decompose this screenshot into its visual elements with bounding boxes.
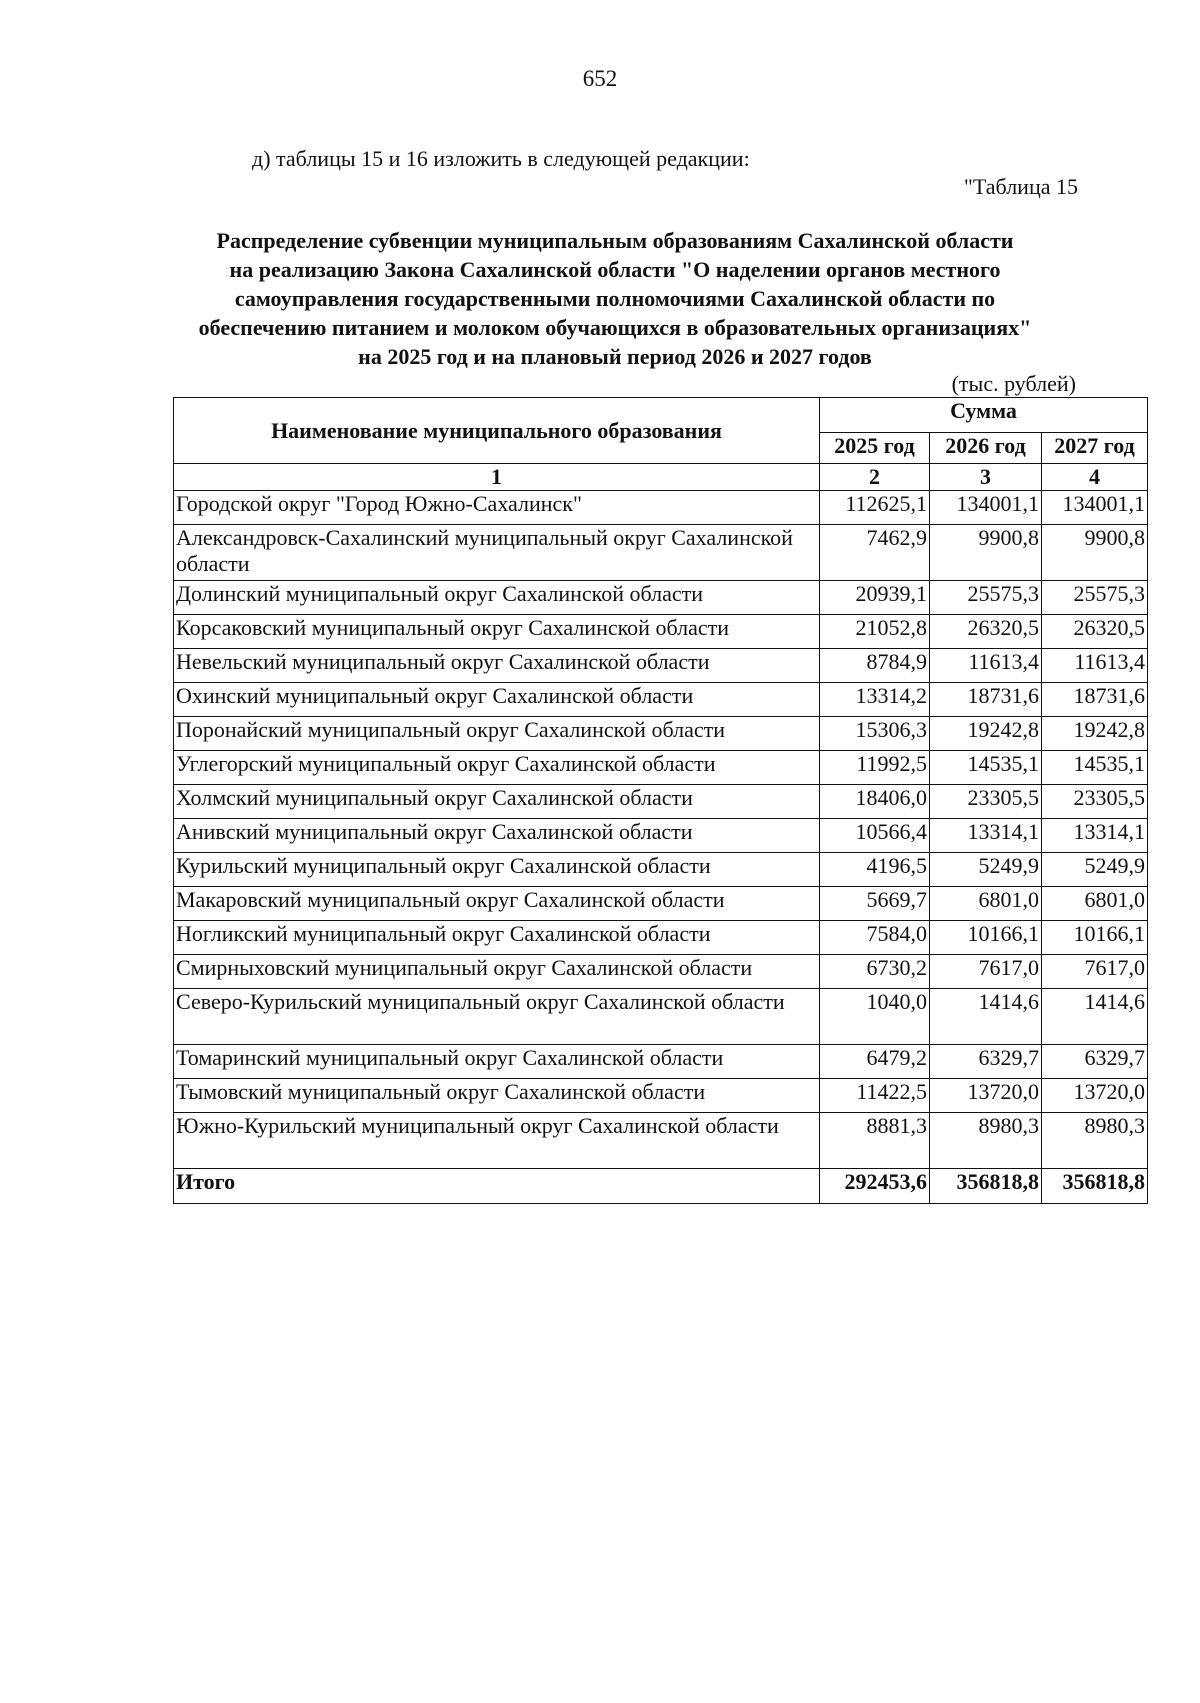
row-name: Томаринский муниципальный округ Сахалинской области <box>174 1045 820 1079</box>
row-value-2025: 8881,3 <box>820 1113 930 1169</box>
header-name: Наименование муниципального образования <box>174 398 820 464</box>
table-row <box>174 751 1148 785</box>
row-value-2026: 9900,8 <box>930 525 1042 581</box>
table-row <box>174 785 1148 819</box>
subvention-table <box>173 397 1148 1204</box>
table-row <box>174 921 1148 955</box>
total-value-2027: 356818,8 <box>1042 1169 1148 1204</box>
row-value-2026: 134001,1 <box>930 491 1042 525</box>
row-value-2025: 7462,9 <box>820 525 930 581</box>
row-name: Охинский муниципальный округ Сахалинской области <box>174 683 820 717</box>
row-name: Невельский муниципальный округ Сахалинской области <box>174 649 820 683</box>
row-value-2025: 4196,5 <box>820 853 930 887</box>
row-name: Анивский муниципальный округ Сахалинской области <box>174 819 820 853</box>
row-value-2026: 5249,9 <box>930 853 1042 887</box>
row-name: Холмский муниципальный округ Сахалинской области <box>174 785 820 819</box>
row-value-2025: 6730,2 <box>820 955 930 989</box>
intro-text: д) таблицы 15 и 16 изложить в следующей редакции: <box>252 146 750 171</box>
table-row <box>174 649 1148 683</box>
header-sum: Сумма <box>820 398 1148 433</box>
header-year-2025: 2025 год <box>820 433 930 464</box>
row-value-2026: 7617,0 <box>930 955 1042 989</box>
row-value-2027: 6801,0 <box>1042 887 1148 921</box>
row-value-2025: 7584,0 <box>820 921 930 955</box>
table-row <box>174 989 1148 1045</box>
row-value-2026: 14535,1 <box>930 751 1042 785</box>
header-index: 1 <box>174 464 820 491</box>
row-value-2025: 13314,2 <box>820 683 930 717</box>
row-value-2026: 26320,5 <box>930 615 1042 649</box>
table-row <box>174 1113 1148 1169</box>
row-value-2027: 8980,3 <box>1042 1113 1148 1169</box>
row-value-2026: 13720,0 <box>930 1079 1042 1113</box>
table-row <box>174 1045 1148 1079</box>
row-value-2026: 19242,8 <box>930 717 1042 751</box>
total-label: Итого <box>174 1169 820 1204</box>
total-value-2026: 356818,8 <box>930 1169 1042 1204</box>
row-value-2027: 13720,0 <box>1042 1079 1148 1113</box>
page-number: 652 <box>582 66 618 91</box>
row-value-2027: 23305,5 <box>1042 785 1148 819</box>
document-title <box>160 226 1070 371</box>
row-value-2027: 10166,1 <box>1042 921 1148 955</box>
row-value-2026: 10166,1 <box>930 921 1042 955</box>
row-value-2026: 18731,6 <box>930 683 1042 717</box>
row-value-2027: 13314,1 <box>1042 819 1148 853</box>
table-row <box>174 717 1148 751</box>
row-value-2025: 5669,7 <box>820 887 930 921</box>
header-index: 4 <box>1042 464 1148 491</box>
row-name: Углегорский муниципальный округ Сахалинской области <box>174 751 820 785</box>
table-row <box>174 955 1148 989</box>
row-value-2027: 25575,3 <box>1042 581 1148 615</box>
row-name: Южно-Курильский муниципальный округ Сахалинской области <box>174 1113 820 1169</box>
header-index: 3 <box>930 464 1042 491</box>
row-value-2027: 6329,7 <box>1042 1045 1148 1079</box>
header-index: 2 <box>820 464 930 491</box>
table-row <box>174 853 1148 887</box>
header-year-2027: 2027 год <box>1042 433 1148 464</box>
row-value-2027: 5249,9 <box>1042 853 1148 887</box>
table-row <box>174 491 1148 525</box>
row-value-2025: 11992,5 <box>820 751 930 785</box>
row-name: Долинский муниципальный округ Сахалинской области <box>174 581 820 615</box>
row-value-2026: 11613,4 <box>930 649 1042 683</box>
row-value-2027: 134001,1 <box>1042 491 1148 525</box>
row-value-2027: 1414,6 <box>1042 989 1148 1045</box>
row-value-2025: 1040,0 <box>820 989 930 1045</box>
row-value-2026: 23305,5 <box>930 785 1042 819</box>
row-value-2025: 11422,5 <box>820 1079 930 1113</box>
row-value-2026: 6329,7 <box>930 1045 1042 1079</box>
row-name: Поронайский муниципальный округ Сахалинской области <box>174 717 820 751</box>
row-value-2025: 15306,3 <box>820 717 930 751</box>
row-value-2025: 10566,4 <box>820 819 930 853</box>
row-value-2027: 26320,5 <box>1042 615 1148 649</box>
total-row <box>174 1169 1148 1204</box>
row-name: Ногликский муниципальный округ Сахалинской области <box>174 921 820 955</box>
table-row <box>174 887 1148 921</box>
row-value-2025: 112625,1 <box>820 491 930 525</box>
row-value-2025: 8784,9 <box>820 649 930 683</box>
row-value-2027: 14535,1 <box>1042 751 1148 785</box>
table-row <box>174 819 1148 853</box>
title-line: на 2025 год и на плановый период 2026 и 2027 годов <box>358 344 872 369</box>
table-label: "Таблица 15 <box>963 174 1078 199</box>
header-year-2026: 2026 год <box>930 433 1042 464</box>
row-name: Александровск-Сахалинский муниципальный округ Сахалинской области <box>174 525 820 581</box>
row-name: Макаровский муниципальный округ Сахалинской области <box>174 887 820 921</box>
total-value-2025: 292453,6 <box>820 1169 930 1204</box>
row-name: Смирныховский муниципальный округ Сахалинской области <box>174 955 820 989</box>
row-value-2025: 18406,0 <box>820 785 930 819</box>
row-value-2027: 11613,4 <box>1042 649 1148 683</box>
table-row <box>174 1079 1148 1113</box>
row-value-2025: 21052,8 <box>820 615 930 649</box>
row-value-2027: 18731,6 <box>1042 683 1148 717</box>
row-value-2026: 6801,0 <box>930 887 1042 921</box>
table-row <box>174 525 1148 581</box>
row-value-2026: 25575,3 <box>930 581 1042 615</box>
row-value-2025: 20939,1 <box>820 581 930 615</box>
row-name: Курильский муниципальный округ Сахалинской области <box>174 853 820 887</box>
table-row <box>174 683 1148 717</box>
title-line: обеспечению питанием и молоком обучающихся в образовательных организациях" <box>198 315 1032 340</box>
table-row <box>174 615 1148 649</box>
row-name: Северо-Курильский муниципальный округ Сахалинской области <box>174 989 820 1045</box>
table-row <box>174 581 1148 615</box>
row-value-2026: 13314,1 <box>930 819 1042 853</box>
row-value-2026: 1414,6 <box>930 989 1042 1045</box>
row-name: Тымовский муниципальный округ Сахалинской области <box>174 1079 820 1113</box>
row-name: Городской округ "Город Южно-Сахалинск" <box>174 491 820 525</box>
row-value-2025: 6479,2 <box>820 1045 930 1079</box>
title-line: Распределение субвенции муниципальным образованиям Сахалинской области <box>216 228 1014 253</box>
row-value-2026: 8980,3 <box>930 1113 1042 1169</box>
units-label: (тыс. рублей) <box>951 371 1076 396</box>
row-value-2027: 7617,0 <box>1042 955 1148 989</box>
row-name: Корсаковский муниципальный округ Сахалинской области <box>174 615 820 649</box>
row-value-2027: 19242,8 <box>1042 717 1148 751</box>
row-value-2027: 9900,8 <box>1042 525 1148 581</box>
title-line: самоуправления государственными полномочиями Сахалинской области по <box>234 286 996 311</box>
title-line: на реализацию Закона Сахалинской области "О наделении органов местного <box>229 257 1001 282</box>
